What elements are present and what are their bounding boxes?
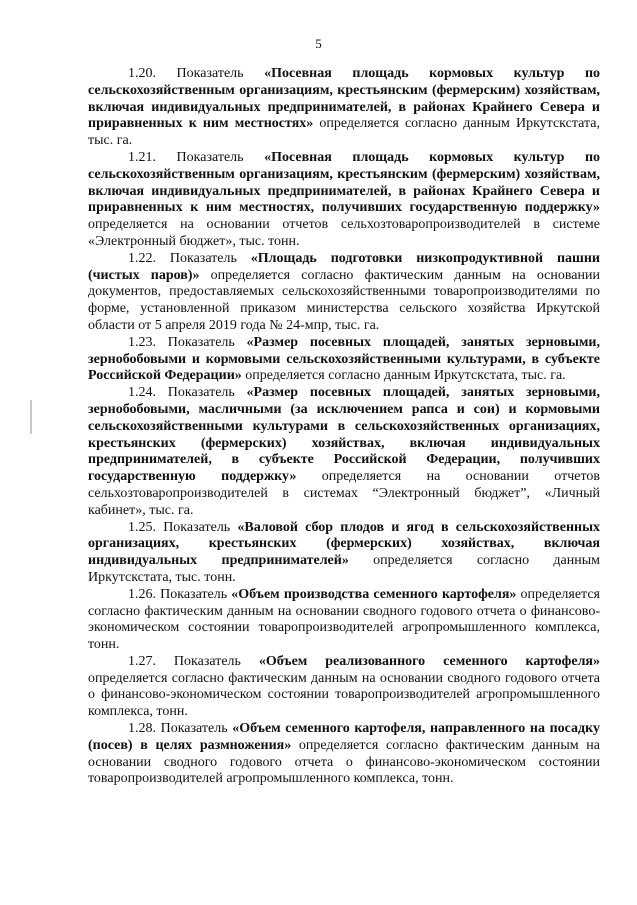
item-description: определяется согласно фактическим данным на основании документов, предоставляемых сельскохозяйственными товаропроизводителями по форме, установленной приказом министерства сельского хозяйства Иркутской области от 5 апреля 2019 года № 24-мпр, тыс. га. bbox=[88, 267, 600, 333]
paragraph-1-26 bbox=[88, 587, 600, 654]
item-description: определяется согласно фактическим данным на основании сводного годового отчета о финансово-экономическом состоянии товаропроизводителей агропромышленного комплекса, тонн. bbox=[88, 586, 600, 653]
item-number: 1.20. bbox=[128, 66, 156, 81]
item-lead: Показатель bbox=[156, 250, 251, 266]
item-lead: Показатель bbox=[156, 334, 247, 350]
indicator-name: «Объем производства семенного картофеля» bbox=[231, 586, 517, 602]
item-lead: Показатель bbox=[156, 653, 259, 669]
item-lead: Показатель bbox=[156, 149, 265, 165]
item-description: определяется согласно данным Иркутскстата, тыс. тонн. bbox=[88, 553, 600, 585]
page-number: 5 bbox=[315, 36, 322, 51]
document-body bbox=[88, 66, 600, 788]
item-number: 1.27. bbox=[128, 653, 156, 669]
indicator-name: «Размер посевных площадей, занятых зерновыми, зернобобовыми, масличными (за исключением рапса и сои) и кормовыми сельскохозяйственными культурами в сельскохозяйственных организациях, крестьянских (фермерских) хозяйствах, включая индивидуальных предпринимателей, в субъекте Российской Федерации, получивших государственную поддержку» bbox=[88, 385, 600, 485]
paragraph-1-22 bbox=[88, 251, 600, 335]
item-description: определяется на основании отчетов сельхозтоваропроизводителей в системах “Электронный бюджет”, «Личный кабинет», тыс. га. bbox=[88, 469, 600, 518]
item-number: 1.28. bbox=[128, 721, 156, 737]
item-lead: Показатель bbox=[156, 385, 247, 401]
item-lead: Показатель bbox=[156, 519, 238, 535]
indicator-name: «Площадь подготовки низкопродуктивной пашни (чистых паров)» bbox=[88, 250, 600, 283]
paragraph-1-23 bbox=[88, 335, 600, 385]
paragraph-1-28 bbox=[88, 721, 600, 788]
paragraph-1-20 bbox=[88, 66, 600, 150]
item-description: определяется согласно фактическим данным на основании сводного годового отчета о финансово-экономическом состоянии товаропроизводителей агропромышленного комплекса, тонн. bbox=[88, 670, 600, 720]
indicator-name: «Размер посевных площадей, занятых зерновыми, зернобобовыми и кормовыми сельскохозяйственными культурами, в субъекте Российской Федерации» bbox=[88, 334, 600, 384]
item-number: 1.22. bbox=[128, 250, 156, 266]
item-description: определяется согласно фактическим данным на основании сводного годового отчета о финансово-экономическом состоянии товаропроизводителей агропромышленного комплекса, тонн. bbox=[88, 737, 600, 787]
indicator-name: «Посевная площадь кормовых культур по сельскохозяйственным организациям, крестьянским (фермерским) хозяйствам, включая индивидуальных предпринимателей, в районах Крайнего Севера и приравненных к ним местностях, получивших государственную поддержку» bbox=[88, 149, 601, 216]
paragraph-1-27 bbox=[88, 654, 600, 721]
paragraph-1-21 bbox=[88, 150, 600, 251]
item-lead: Показатель bbox=[156, 586, 232, 602]
indicator-name: «Посевная площадь кормовых культур по сельскохозяйственным организациям, крестьянским (фермерским) хозяйствам, включая индивидуальных предпринимателей, в районах Крайнего Севера и приравненных к ним местностях» bbox=[88, 66, 601, 132]
item-description: определяется на основании отчетов сельхозтоваропроизводителей в системе «Электронный бюджет», тыс. тонн. bbox=[88, 217, 600, 249]
item-description: определяется согласно данным Иркутскстата, тыс. га. bbox=[241, 368, 566, 384]
item-description: определяется согласно данным Иркутскстата, тыс. га. bbox=[88, 116, 600, 149]
item-number: 1.23. bbox=[128, 334, 156, 350]
scan-artifact bbox=[30, 400, 32, 434]
indicator-name: «Валовой сбор плодов и ягод в сельскохозяйственных организациях, крестьянских (фермерских) хозяйствах, включая индивидуальных предпринимателей» bbox=[88, 519, 601, 569]
item-number: 1.26. bbox=[128, 586, 156, 602]
item-number: 1.21. bbox=[128, 149, 156, 165]
indicator-name: «Объем реализованного семенного картофеля» bbox=[258, 653, 600, 669]
item-lead: Показатель bbox=[156, 66, 265, 81]
item-number: 1.25. bbox=[128, 519, 156, 535]
paragraph-1-24 bbox=[88, 385, 600, 519]
item-lead: Показатель bbox=[156, 721, 233, 737]
indicator-name: «Объем семенного картофеля, направленного на посадку (посев) в целях размножения» bbox=[88, 721, 601, 753]
item-number: 1.24. bbox=[128, 385, 156, 401]
paragraph-1-25 bbox=[88, 520, 600, 587]
